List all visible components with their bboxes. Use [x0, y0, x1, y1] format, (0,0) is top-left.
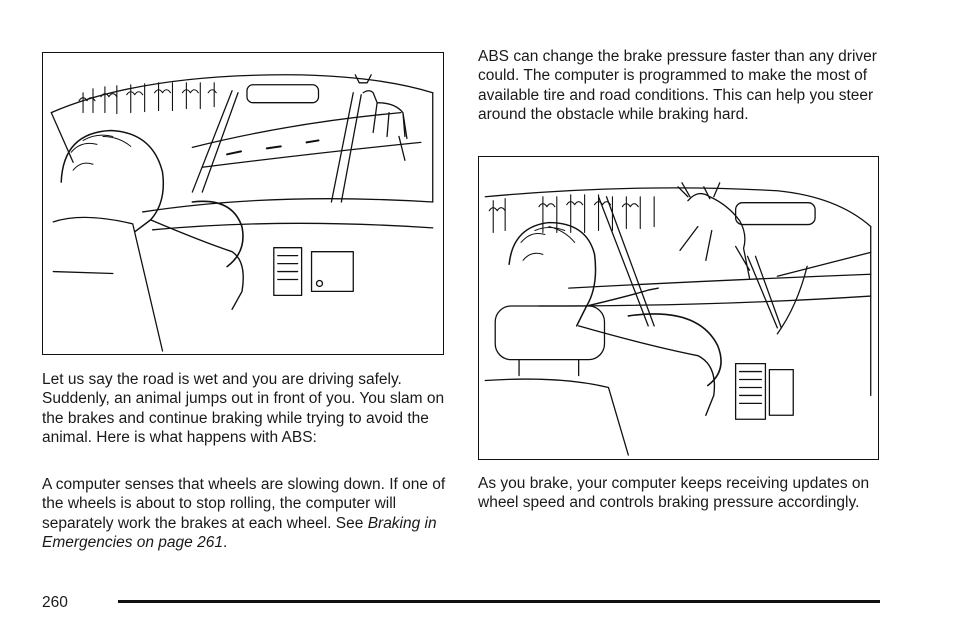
- paragraph-scenario: Let us say the road is wet and you are driving safely. Suddenly, an animal jumps out in front of you. You slam on the brakes and continue braking while trying to avoid the animal. Here is what happens with ABS:: [42, 371, 445, 447]
- treeline: [79, 83, 216, 114]
- paragraph-abs-speed: ABS can change the brake pressure faster than any driver could. The computer is programmed to make the most of available tire and road conditions. This can help you steer around the obstacle while braking hard.: [478, 48, 877, 124]
- footer-rule: [118, 600, 880, 603]
- paragraph-updates: As you brake, your computer keeps receiving updates on wheel speed and controls braking pressure accordingly.: [478, 475, 870, 512]
- illustration-driver-steers-around-animal: [478, 156, 879, 460]
- paragraph-text: A computer senses that wheels are slowing down. If one of the wheels is about to stop rolling, the computer will separately work the brakes at each wheel. See: [42, 476, 446, 532]
- deer-icon: [355, 75, 407, 160]
- page-number: 260: [42, 594, 68, 611]
- deer-icon: [678, 183, 750, 278]
- cross-reference-link[interactable]: Braking in Emergencies on page 261: [42, 514, 437, 552]
- paragraph-text-end: .: [222, 534, 228, 552]
- paragraph-computer-senses: [42, 475, 452, 553]
- illustration-driver-sees-animal: [42, 52, 444, 355]
